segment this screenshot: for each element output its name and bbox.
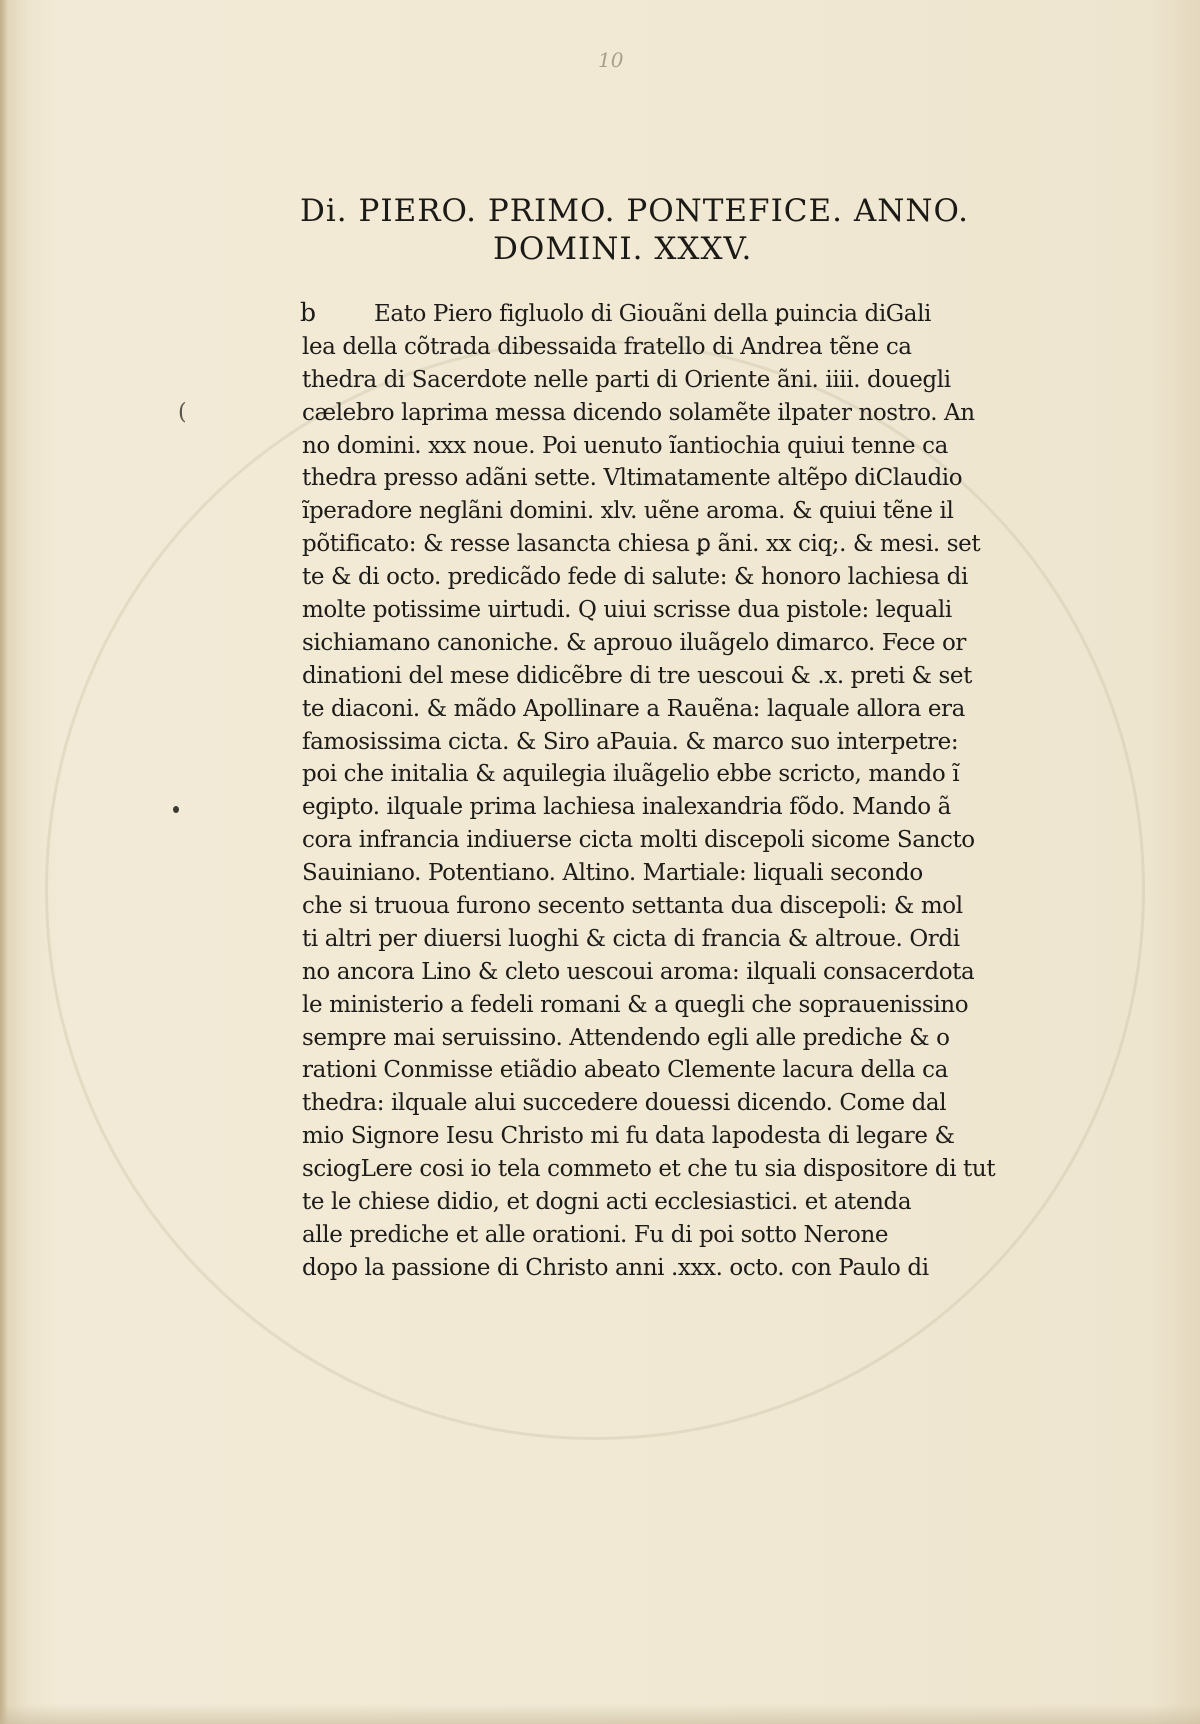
text-line: te & di octo. predicãdo fede di salute: & honoro lachiesa di <box>302 564 968 591</box>
body-text <box>302 298 1002 1285</box>
text-line: no ancora Lino & cleto uescoui aroma: ilquali consacerdota <box>302 958 975 985</box>
heading-line-2: DOMINI. XXXV. <box>493 231 753 267</box>
text-line: cælebro laprima messa dicendo solamẽte ilpater nostro. An <box>302 399 975 426</box>
margin-mark: ( <box>178 400 187 425</box>
text-line: alle prediche et alle orationi. Fu di poi sotto Nerone <box>302 1221 889 1248</box>
text-line: che si truoua furono secento settanta dua discepoli: & mol <box>302 893 963 920</box>
page-number: 10 <box>598 48 624 72</box>
text-line: Eato Piero figluolo di Giouãni della ꝑuincia diGali <box>374 301 931 327</box>
text-line: molte potissime uirtudi. Q uiui scrisse dua pistole: lequali <box>302 597 952 624</box>
text-line: mio Signore Iesu Christo mi fu data lapodesta di legare & <box>302 1123 955 1150</box>
text-line: sichiamano canoniche. & aprouo iluãgelo dimarco. Fece or <box>302 629 966 656</box>
text-line: te le chiese didio, et dogni acti ecclesiastici. et atenda <box>302 1189 912 1216</box>
text-line: le ministerio a fedeli romani & a quegli che soprauenissino <box>302 991 969 1018</box>
initial-letter-guide: b <box>300 298 317 327</box>
text-line: sciogLere cosi io tela commeto et che tu sia dispositore di tut <box>302 1156 996 1183</box>
text-line: Sauiniano. Potentiano. Altino. Martiale: liquali secondo <box>302 860 923 887</box>
text-line: ti altri per diuersi luoghi & cicta di francia & altroue. Ordi <box>302 925 960 952</box>
text-line: dopo la passione di Christo anni .xxx. octo. con Paulo di <box>302 1254 929 1281</box>
binding-edge <box>0 0 8 1724</box>
text-line: sempre mai seruissino. Attendendo egli alle prediche & o <box>302 1024 950 1051</box>
text-line: egipto. ilquale prima lachiesa inalexandria fõdo. Mando ã <box>302 794 951 821</box>
text-line: rationi Conmisse etiãdio abeato Clemente lacura della ca <box>302 1057 948 1084</box>
margin-dot <box>173 806 179 813</box>
text-line: famosissima cicta. & Siro aPauia. & marco suo interpetre: <box>302 728 959 755</box>
text-line: thedra: ilquale alui succedere douessi dicendo. Come dal <box>302 1090 947 1117</box>
text-line: ĩperadore neglãni domini. xlv. uẽne aroma. & quiui tẽne il <box>302 498 954 525</box>
chapter-heading <box>300 192 980 268</box>
text-line: poi che initalia & aquilegia iluãgelio ebbe scricto, mando ĩ <box>302 761 960 788</box>
text-line: thedra di Sacerdote nelle parti di Oriente ãni. iiii. douegli <box>302 366 951 393</box>
text-line: te diaconi. & mãdo Apollinare a Rauẽna: laquale allora era <box>302 695 965 722</box>
text-line: no domini. xxx noue. Poi uenuto ĩantiochia quiui tenne ca <box>302 432 948 459</box>
text-line: põtificato: & resse lasancta chiesa ꝑ ãni. xx ciq;. & mesi. set <box>302 531 981 558</box>
text-line: dinationi del mese didicẽbre di tre uescoui & .x. preti & set <box>302 662 972 689</box>
text-line: lea della cõtrada dibessaida fratello di Andrea tẽne ca <box>302 333 912 360</box>
text-line: cora infrancia indiuerse cicta molti discepoli sicome Sancto <box>302 827 975 854</box>
text-line: thedra presso adãni sette. Vltimatamente altẽpo diClaudio <box>302 465 963 492</box>
page-bottom-edge <box>0 1704 1200 1724</box>
heading-line-1: Di. PIERO. PRIMO. PONTEFICE. ANNO. <box>300 193 969 229</box>
